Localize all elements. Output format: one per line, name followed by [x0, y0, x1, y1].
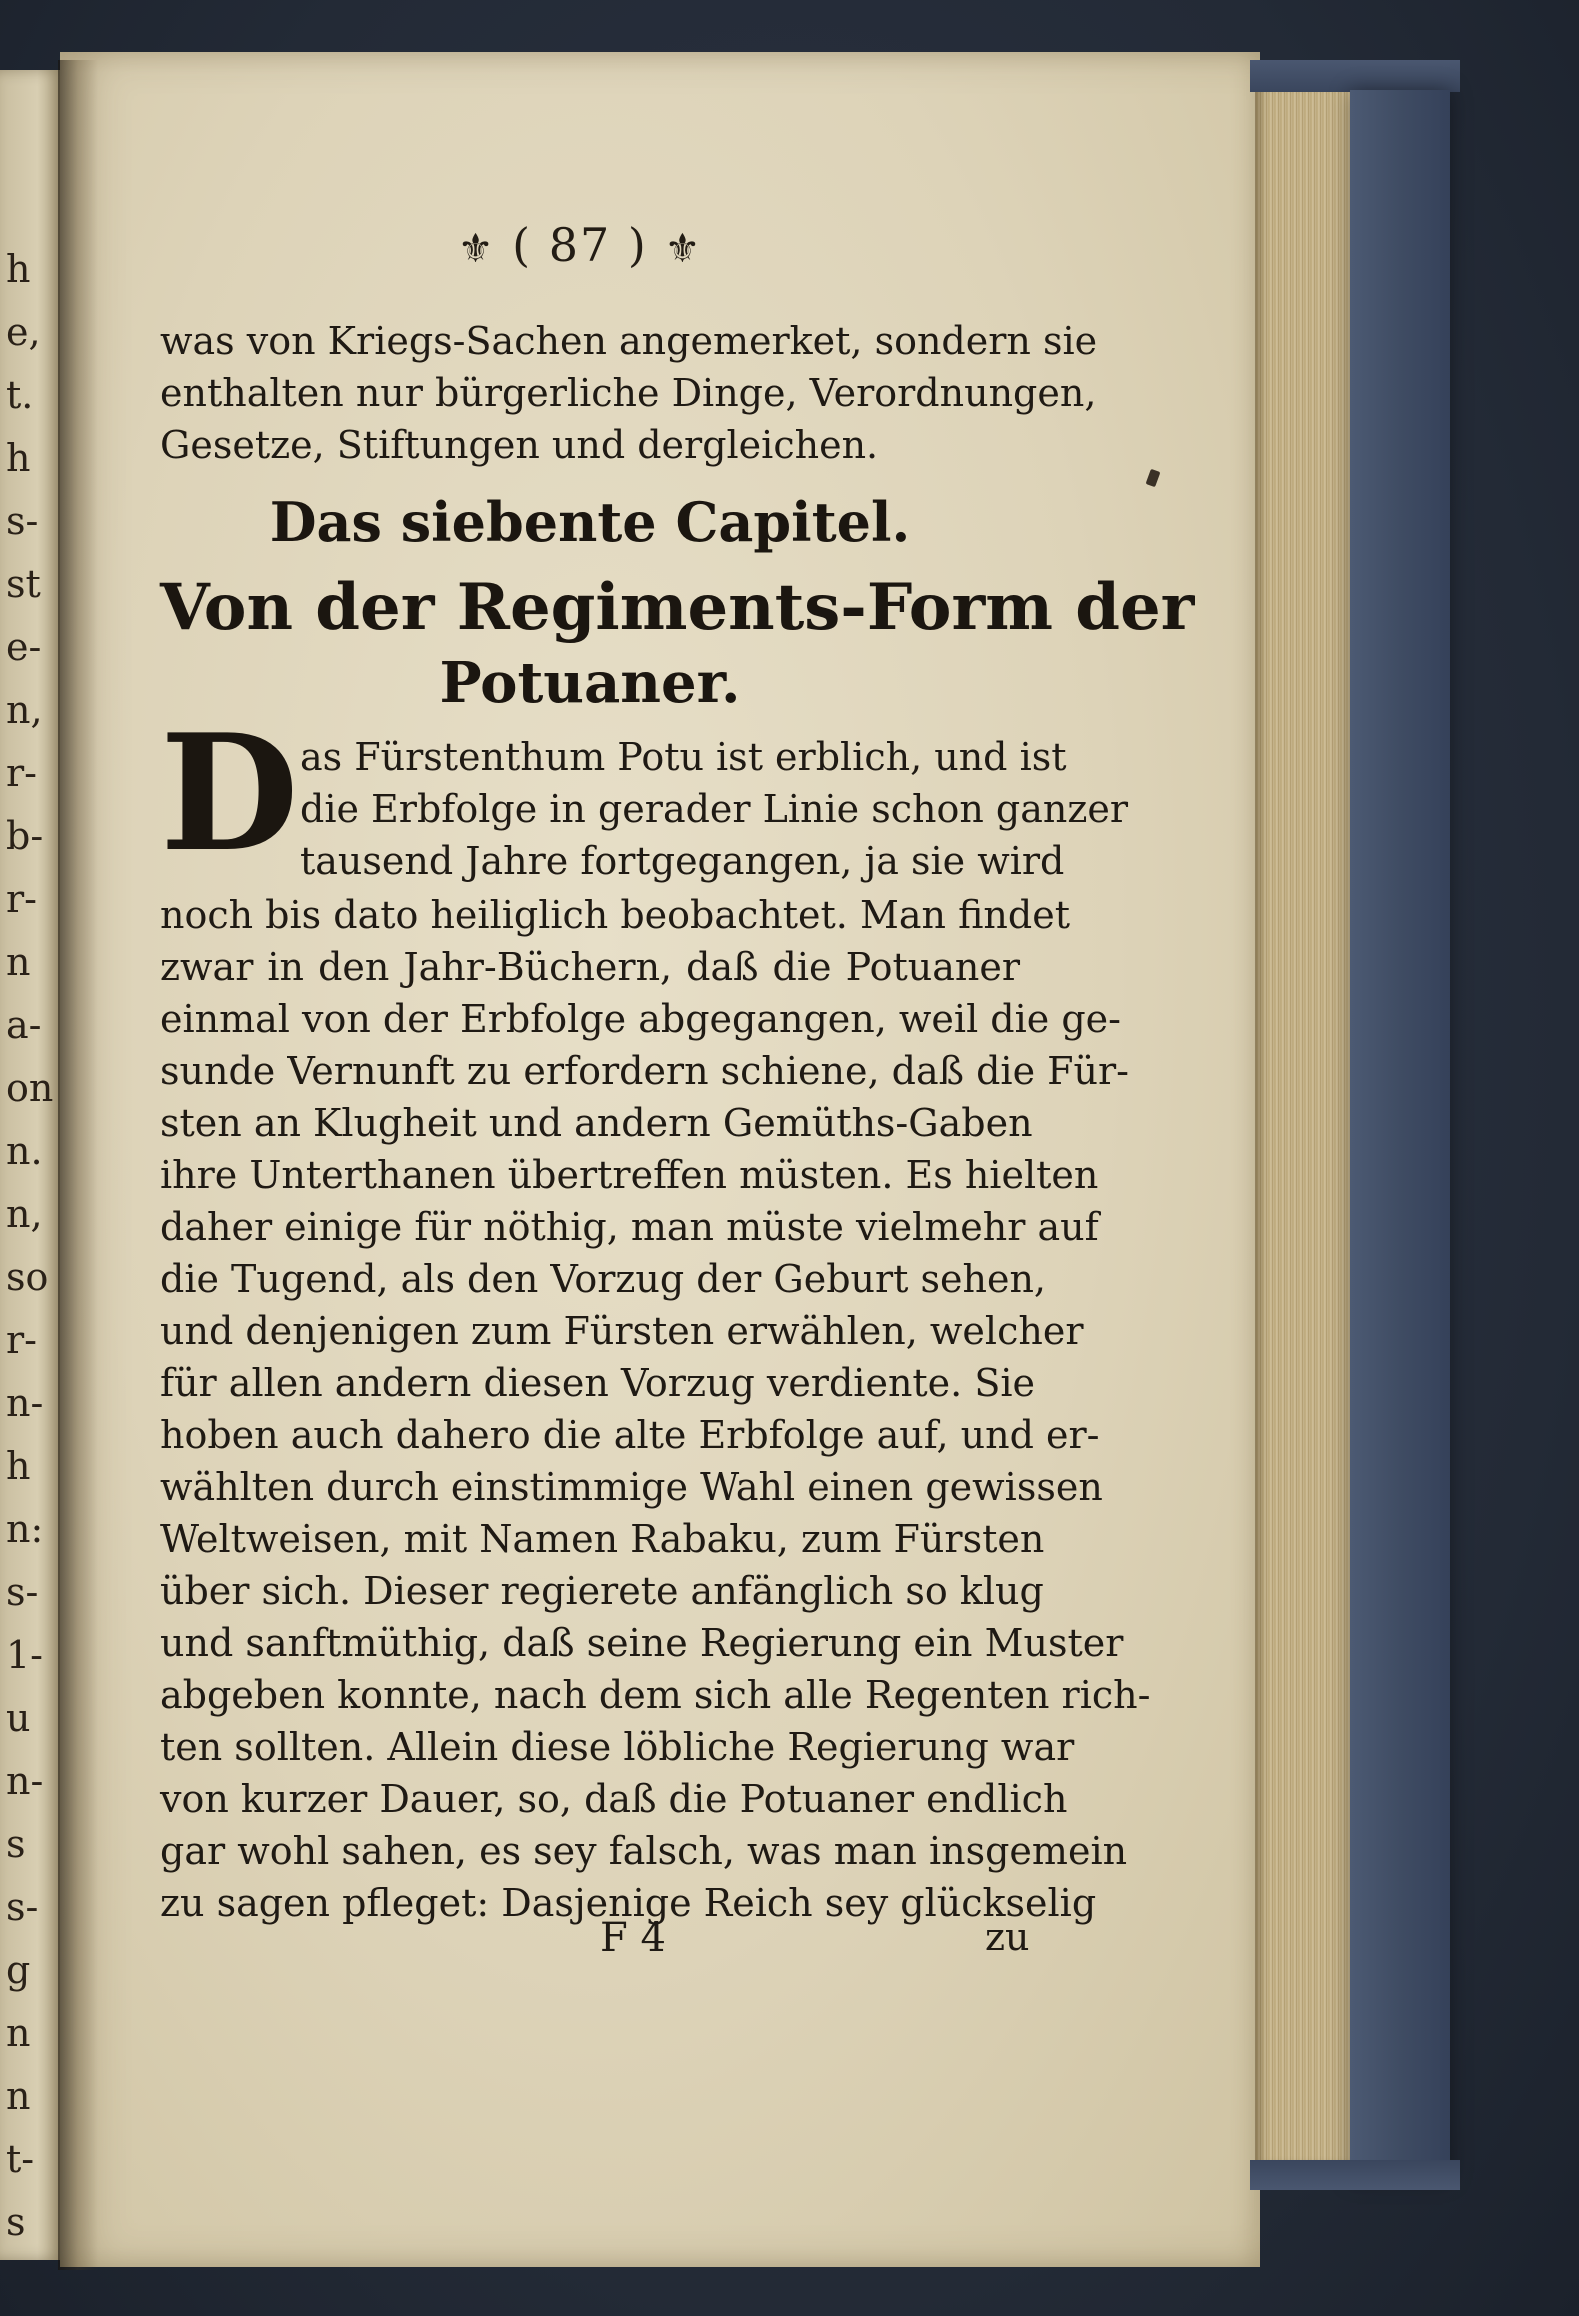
- text-line: sunde Vernunft zu erfordern schiene, daß die Für-: [160, 1049, 1129, 1093]
- signature-mark: F 4: [600, 1915, 666, 1961]
- text-line: von kurzer Dauer, so, daß die Potuaner endlich: [160, 1777, 1068, 1821]
- text-line: ihre Unterthanen übertreffen müsten. Es hielten: [160, 1153, 1099, 1197]
- left-page-text-fragment: st: [6, 562, 41, 606]
- text-line: tausend Jahre fortgegangen, ja sie wird: [300, 839, 1065, 883]
- header-left-ornament-icon: ⚜: [457, 226, 496, 272]
- text-line: noch bis dato heiliglich beobachtet. Man findet: [160, 893, 1070, 937]
- left-page-text-fragment: t.: [6, 373, 34, 417]
- left-page-text-fragment: n-: [6, 1759, 44, 1803]
- left-page-text-fragment: on: [6, 1066, 54, 1110]
- left-page-text-fragment: so: [6, 1255, 49, 1299]
- text-line: hoben auch dahero die alte Erbfolge auf, und er-: [160, 1413, 1100, 1457]
- page-edges: [1255, 85, 1361, 2165]
- text-line: für allen andern diesen Vorzug verdiente. Sie: [160, 1361, 1036, 1405]
- text-line: zwar in den Jahr-Büchern, daß die Potuaner: [160, 945, 1020, 989]
- left-page-text-fragment: s-: [6, 1885, 39, 1929]
- left-page-text-fragment: 1-: [6, 1633, 44, 1677]
- text-line: abgeben konnte, nach dem sich alle Regenten rich-: [160, 1673, 1151, 1717]
- left-page-text-fragment: n: [6, 940, 31, 984]
- text-line: einmal von der Erbfolge abgegangen, weil die ge-: [160, 997, 1122, 1041]
- left-page-text-fragment: r-: [6, 877, 38, 921]
- text-line: wählten durch einstimmige Wahl einen gewissen: [160, 1465, 1103, 1509]
- left-page-text-fragment: n: [6, 2074, 31, 2118]
- page-number: ( 87 ): [512, 218, 648, 272]
- left-page-text-fragment: t-: [6, 2137, 35, 2181]
- text-line: ten sollten. Allein diese löbliche Regierung war: [160, 1725, 1075, 1769]
- drop-cap: D: [160, 699, 299, 887]
- text-line: zu sagen pfleget: Dasjenige Reich sey glückselig: [160, 1881, 1097, 1925]
- left-page-text-fragment: n,: [6, 688, 43, 732]
- left-page-text-fragment: h: [6, 1444, 31, 1488]
- text-line: enthalten nur bürgerliche Dinge, Verordnungen,: [160, 371, 1097, 415]
- page-gutter-shadow: [58, 60, 98, 2270]
- text-line: und denjenigen zum Fürsten erwählen, welcher: [160, 1309, 1084, 1353]
- left-page-text-fragment: n.: [6, 1129, 43, 1173]
- page-header: [340, 218, 820, 272]
- left-page-fragment: [0, 70, 62, 2260]
- text-line: was von Kriegs-Sachen angemerket, sondern sie: [160, 319, 1098, 363]
- left-page-text-fragment: g: [6, 1948, 31, 1992]
- left-page-text-fragment: e-: [6, 625, 42, 669]
- catchword: zu: [985, 1915, 1030, 1959]
- text-line: Gesetze, Stiftungen und dergleichen.: [160, 423, 879, 467]
- text-line: daher einige für nöthig, man müste vielmehr auf: [160, 1205, 1099, 1249]
- left-page-text-fragment: n-: [6, 1381, 44, 1425]
- left-page-text-fragment: a-: [6, 1003, 42, 1047]
- text-line: die Tugend, als den Vorzug der Geburt sehen,: [160, 1257, 1047, 1301]
- left-page-text-fragment: n: [6, 2011, 31, 2055]
- left-page-text-fragment: h: [6, 247, 31, 291]
- text-line: die Erbfolge in gerader Linie schon ganzer: [300, 787, 1129, 831]
- left-page-text-fragment: r-: [6, 751, 38, 795]
- chapter-title-line-1: Von der Regiments-Form der: [160, 570, 1195, 645]
- left-page-text-fragment: n:: [6, 1507, 44, 1551]
- left-page-text-fragment: r-: [6, 1318, 38, 1362]
- left-page-text-fragment: n,: [6, 1192, 43, 1236]
- header-right-ornament-icon: ⚜: [664, 226, 703, 272]
- left-page-text-fragment: s-: [6, 1570, 39, 1614]
- text-line: gar wohl sahen, es sey falsch, was man insgemein: [160, 1829, 1128, 1873]
- left-page-text-fragment: s: [6, 2200, 26, 2244]
- text-line: über sich. Dieser regierete anfänglich so klug: [160, 1569, 1044, 1613]
- cover-bottom-edge: [1250, 2160, 1460, 2190]
- text-line: sten an Klugheit und andern Gemüths-Gaben: [160, 1101, 1033, 1145]
- text-line: as Fürstenthum Potu ist erblich, und ist: [300, 735, 1067, 779]
- left-page-text-fragment: h: [6, 436, 31, 480]
- left-page-text-fragment: e,: [6, 310, 41, 354]
- left-page-text-fragment: u: [6, 1696, 31, 1740]
- text-line: und sanftmüthig, daß seine Regierung ein Muster: [160, 1621, 1124, 1665]
- chapter-heading: Das siebente Capitel.: [269, 490, 911, 554]
- left-page-text-fragment: s: [6, 1822, 26, 1866]
- chapter-title-line-2: Potuaner.: [439, 650, 741, 716]
- text-line: Weltweisen, mit Namen Rabaku, zum Fürsten: [160, 1517, 1045, 1561]
- cover-top-edge: [1250, 60, 1460, 92]
- left-page-text-fragment: s-: [6, 499, 39, 543]
- book-cover: [1350, 90, 1450, 2180]
- left-page-text-fragment: b-: [6, 814, 44, 858]
